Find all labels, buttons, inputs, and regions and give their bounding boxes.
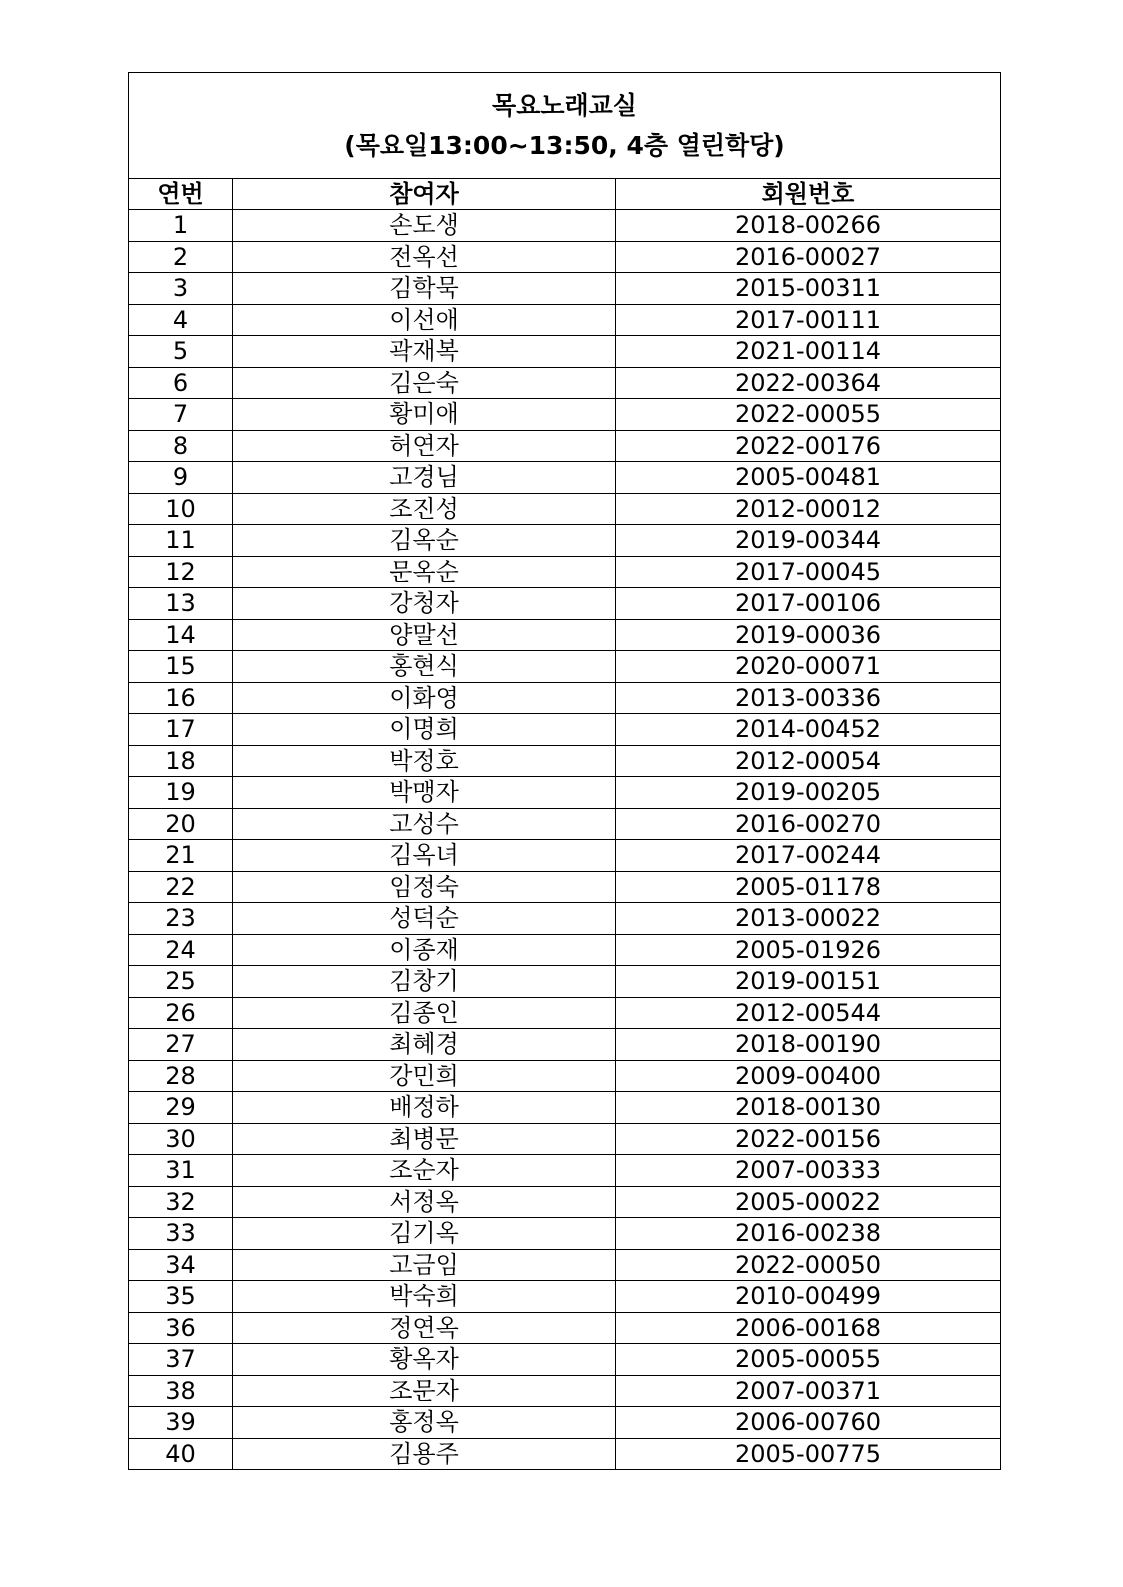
row-number: 22 [129, 871, 233, 903]
member-id: 2005-00055 [616, 1344, 1001, 1376]
table-row [129, 399, 1001, 431]
member-id: 2018-00190 [616, 1029, 1001, 1061]
row-number: 11 [129, 525, 233, 557]
member-id: 2020-00071 [616, 651, 1001, 683]
table-row [129, 1281, 1001, 1313]
participant-name: 성덕순 [233, 903, 616, 935]
table-row [129, 1344, 1001, 1376]
row-number: 37 [129, 1344, 233, 1376]
member-id: 2022-00176 [616, 430, 1001, 462]
participant-name: 황미애 [233, 399, 616, 431]
header-row [129, 179, 1001, 210]
member-id: 2022-00055 [616, 399, 1001, 431]
row-number: 8 [129, 430, 233, 462]
member-id: 2007-00371 [616, 1375, 1001, 1407]
row-number: 31 [129, 1155, 233, 1187]
table-row [129, 682, 1001, 714]
row-number: 10 [129, 493, 233, 525]
participant-name: 정연옥 [233, 1312, 616, 1344]
row-number: 19 [129, 777, 233, 809]
member-id: 2016-00027 [616, 241, 1001, 273]
participant-name: 홍정옥 [233, 1407, 616, 1439]
row-number: 2 [129, 241, 233, 273]
participant-name: 김은숙 [233, 367, 616, 399]
row-number: 20 [129, 808, 233, 840]
member-id: 2019-00036 [616, 619, 1001, 651]
participant-name: 최혜경 [233, 1029, 616, 1061]
row-number: 35 [129, 1281, 233, 1313]
row-number: 32 [129, 1186, 233, 1218]
table-row [129, 714, 1001, 746]
table-row [129, 493, 1001, 525]
row-number: 9 [129, 462, 233, 494]
member-id: 2005-01926 [616, 934, 1001, 966]
member-id: 2019-00344 [616, 525, 1001, 557]
table-row [129, 619, 1001, 651]
participant-name: 손도생 [233, 210, 616, 242]
participant-name: 조순자 [233, 1155, 616, 1187]
member-id: 2005-00775 [616, 1438, 1001, 1470]
row-number: 39 [129, 1407, 233, 1439]
row-number: 28 [129, 1060, 233, 1092]
table-row [129, 1407, 1001, 1439]
row-number: 7 [129, 399, 233, 431]
attendance-table [128, 72, 1001, 1470]
table-row [129, 1312, 1001, 1344]
participant-name: 김종인 [233, 997, 616, 1029]
table-row [129, 430, 1001, 462]
table-row [129, 934, 1001, 966]
row-number: 33 [129, 1218, 233, 1250]
table-row [129, 903, 1001, 935]
table-row [129, 367, 1001, 399]
row-number: 4 [129, 304, 233, 336]
table-row [129, 1060, 1001, 1092]
title-cell [129, 73, 1001, 179]
table-row [129, 651, 1001, 683]
member-id: 2009-00400 [616, 1060, 1001, 1092]
row-number: 23 [129, 903, 233, 935]
column-header-participant: 참여자 [233, 179, 616, 210]
class-schedule: (목요일13:00~13:50, 4층 열린학당) [344, 130, 785, 160]
table-row [129, 871, 1001, 903]
member-id: 2019-00151 [616, 966, 1001, 998]
member-id: 2021-00114 [616, 336, 1001, 368]
participant-name: 서정옥 [233, 1186, 616, 1218]
table-row [129, 241, 1001, 273]
table-row [129, 997, 1001, 1029]
table-row [129, 1155, 1001, 1187]
participant-name: 강청자 [233, 588, 616, 620]
participant-name: 조진성 [233, 493, 616, 525]
member-id: 2019-00205 [616, 777, 1001, 809]
table-row [129, 588, 1001, 620]
participant-name: 임정숙 [233, 871, 616, 903]
row-number: 24 [129, 934, 233, 966]
participant-name: 고경님 [233, 462, 616, 494]
participant-name: 김용주 [233, 1438, 616, 1470]
table-row [129, 745, 1001, 777]
participant-name: 홍현식 [233, 651, 616, 683]
table-row [129, 304, 1001, 336]
participant-name: 배정하 [233, 1092, 616, 1124]
participant-name: 김학묵 [233, 273, 616, 305]
table-row [129, 556, 1001, 588]
participant-name: 이선애 [233, 304, 616, 336]
table-row [129, 336, 1001, 368]
participant-name: 김창기 [233, 966, 616, 998]
participant-name: 김기옥 [233, 1218, 616, 1250]
participant-name: 박맹자 [233, 777, 616, 809]
row-number: 40 [129, 1438, 233, 1470]
column-header-member-id: 회원번호 [616, 179, 1001, 210]
member-id: 2013-00336 [616, 682, 1001, 714]
member-id: 2022-00156 [616, 1123, 1001, 1155]
participant-name: 양말선 [233, 619, 616, 651]
member-id: 2015-00311 [616, 273, 1001, 305]
participant-name: 조문자 [233, 1375, 616, 1407]
member-id: 2012-00012 [616, 493, 1001, 525]
table-row [129, 1375, 1001, 1407]
row-number: 12 [129, 556, 233, 588]
participant-name: 김옥순 [233, 525, 616, 557]
member-id: 2017-00111 [616, 304, 1001, 336]
row-number: 26 [129, 997, 233, 1029]
table-row [129, 210, 1001, 242]
row-number: 38 [129, 1375, 233, 1407]
row-number: 16 [129, 682, 233, 714]
row-number: 14 [129, 619, 233, 651]
row-number: 36 [129, 1312, 233, 1344]
participant-name: 허연자 [233, 430, 616, 462]
member-id: 2012-00544 [616, 997, 1001, 1029]
member-id: 2016-00238 [616, 1218, 1001, 1250]
row-number: 27 [129, 1029, 233, 1061]
member-id: 2017-00045 [616, 556, 1001, 588]
member-id: 2012-00054 [616, 745, 1001, 777]
table-body [129, 210, 1001, 1470]
member-id: 2016-00270 [616, 808, 1001, 840]
participant-name: 고금임 [233, 1249, 616, 1281]
table-row [129, 525, 1001, 557]
member-id: 2022-00050 [616, 1249, 1001, 1281]
member-id: 2018-00130 [616, 1092, 1001, 1124]
column-header-number: 연번 [129, 179, 233, 210]
member-id: 2017-00106 [616, 588, 1001, 620]
row-number: 34 [129, 1249, 233, 1281]
row-number: 30 [129, 1123, 233, 1155]
class-title: 목요노래교실 [492, 90, 637, 120]
participant-name: 최병문 [233, 1123, 616, 1155]
participant-name: 김옥녀 [233, 840, 616, 872]
member-id: 2005-00022 [616, 1186, 1001, 1218]
row-number: 1 [129, 210, 233, 242]
row-number: 29 [129, 1092, 233, 1124]
table-row [129, 1438, 1001, 1470]
table-row [129, 1218, 1001, 1250]
table-row [129, 1186, 1001, 1218]
member-id: 2018-00266 [616, 210, 1001, 242]
table-row [129, 1249, 1001, 1281]
participant-name: 문옥순 [233, 556, 616, 588]
table-row [129, 966, 1001, 998]
member-id: 2022-00364 [616, 367, 1001, 399]
row-number: 15 [129, 651, 233, 683]
member-id: 2005-00481 [616, 462, 1001, 494]
member-id: 2007-00333 [616, 1155, 1001, 1187]
row-number: 3 [129, 273, 233, 305]
member-id: 2005-01178 [616, 871, 1001, 903]
row-number: 25 [129, 966, 233, 998]
row-number: 17 [129, 714, 233, 746]
row-number: 21 [129, 840, 233, 872]
member-id: 2010-00499 [616, 1281, 1001, 1313]
participant-name: 강민희 [233, 1060, 616, 1092]
member-id: 2006-00760 [616, 1407, 1001, 1439]
table-row [129, 273, 1001, 305]
member-id: 2014-00452 [616, 714, 1001, 746]
table-row [129, 808, 1001, 840]
row-number: 13 [129, 588, 233, 620]
participant-name: 고성수 [233, 808, 616, 840]
participant-name: 박숙희 [233, 1281, 616, 1313]
member-id: 2006-00168 [616, 1312, 1001, 1344]
row-number: 18 [129, 745, 233, 777]
table-row [129, 1092, 1001, 1124]
participant-name: 이명희 [233, 714, 616, 746]
participant-name: 이화영 [233, 682, 616, 714]
table-row [129, 1123, 1001, 1155]
table-row [129, 777, 1001, 809]
member-id: 2017-00244 [616, 840, 1001, 872]
table-row [129, 840, 1001, 872]
row-number: 5 [129, 336, 233, 368]
participant-name: 황옥자 [233, 1344, 616, 1376]
participant-name: 곽재복 [233, 336, 616, 368]
participant-name: 이종재 [233, 934, 616, 966]
row-number: 6 [129, 367, 233, 399]
member-id: 2013-00022 [616, 903, 1001, 935]
participant-name: 박정호 [233, 745, 616, 777]
table-row [129, 462, 1001, 494]
participant-name: 전옥선 [233, 241, 616, 273]
table-row [129, 1029, 1001, 1061]
